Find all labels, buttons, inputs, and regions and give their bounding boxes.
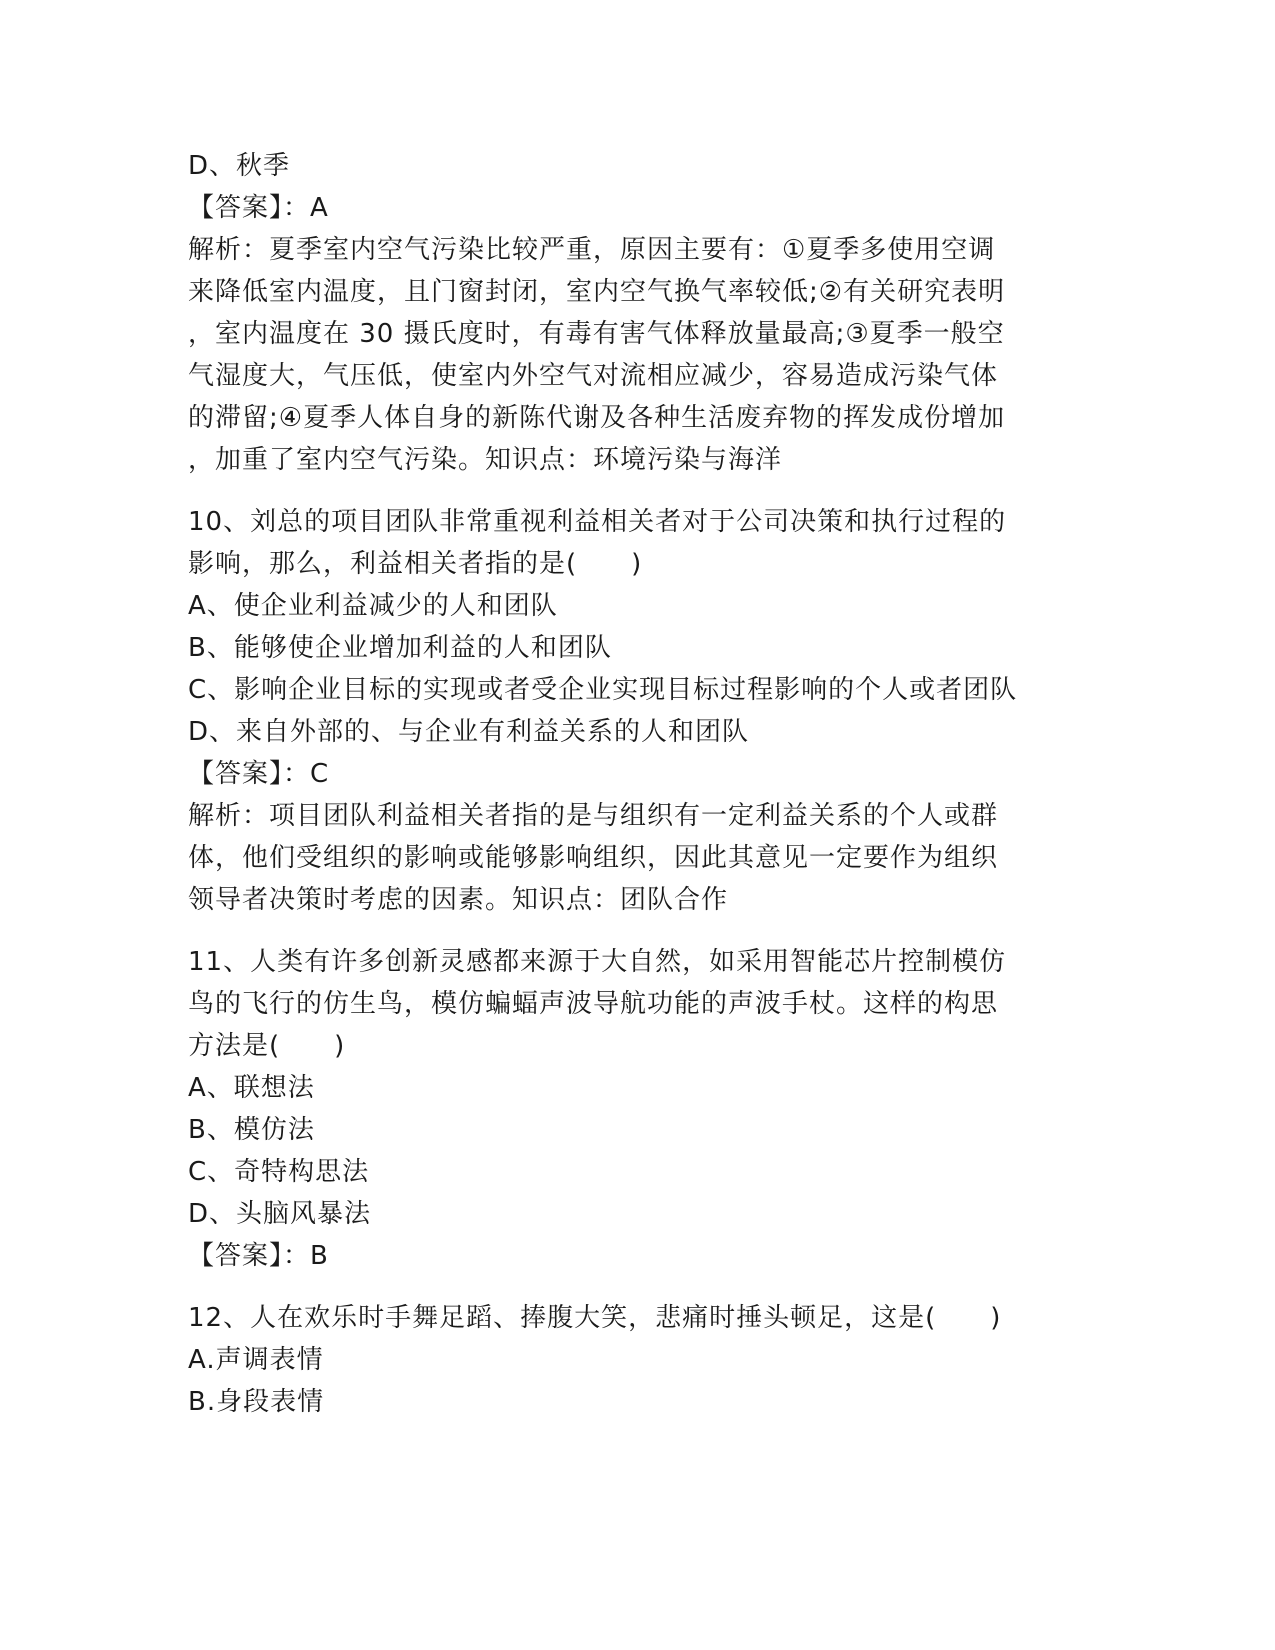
explanation-line: 气湿度大，气压低，使室内外空气对流相应减少，容易造成污染气体 bbox=[188, 361, 999, 391]
question-12 bbox=[188, 1297, 1088, 1423]
option-c: C、影响企业目标的实现或者受企业实现目标过程影响的个人或者团队 bbox=[188, 675, 1018, 705]
question-11 bbox=[188, 941, 1088, 1277]
option-b: B、能够使企业增加利益的人和团队 bbox=[188, 633, 612, 663]
question-text: 鸟的飞行的仿生鸟，模仿蝙蝠声波导航功能的声波手杖。这样的构思 bbox=[188, 989, 999, 1019]
option-c: C、奇特构思法 bbox=[188, 1157, 370, 1187]
option-d: D、秋季 bbox=[188, 151, 291, 181]
question-text: 12、人在欢乐时手舞足蹈、捧腹大笑，悲痛时捶头顿足，这是( ) bbox=[188, 1303, 1002, 1333]
option-d: D、来自外部的、与企业有利益关系的人和团队 bbox=[188, 717, 750, 747]
answer-line: 【答案】：A bbox=[188, 193, 329, 223]
option-b: B、模仿法 bbox=[188, 1115, 315, 1145]
question-text: 11、人类有许多创新灵感都来源于大自然，如采用智能芯片控制模仿 bbox=[188, 947, 1007, 977]
explanation-line: ，室内温度在 30 摄氏度时，有毒有害气体释放量最高;③夏季一般空 bbox=[188, 319, 1005, 349]
explanation-line: 解析：夏季室内空气污染比较严重，原因主要有：①夏季多使用空调 bbox=[188, 235, 996, 265]
explanation-line: 体，他们受组织的影响或能够影响组织，因此其意见一定要作为组织 bbox=[188, 843, 999, 873]
option-b: B.身段表情 bbox=[188, 1387, 325, 1417]
question-text: 10、刘总的项目团队非常重视利益相关者对于公司决策和执行过程的 bbox=[188, 507, 1007, 537]
option-a: A、使企业利益减少的人和团队 bbox=[188, 591, 558, 621]
question-text: 影响，那么，利益相关者指的是( ) bbox=[188, 549, 643, 579]
explanation-line: ，加重了室内空气污染。知识点：环境污染与海洋 bbox=[188, 445, 783, 475]
answer-line: 【答案】：C bbox=[188, 759, 330, 789]
explanation-line: 解析：项目团队利益相关者指的是与组织有一定利益关系的个人或群 bbox=[188, 801, 999, 831]
document-page bbox=[188, 145, 1088, 1423]
explanation-line: 领导者决策时考虑的因素。知识点：团队合作 bbox=[188, 885, 729, 915]
option-d: D、头脑风暴法 bbox=[188, 1199, 372, 1229]
explanation-line: 的滞留;④夏季人体自身的新陈代谢及各种生活废弃物的挥发成份增加 bbox=[188, 403, 1006, 433]
question-10 bbox=[188, 501, 1088, 921]
answer-line: 【答案】：B bbox=[188, 1241, 329, 1271]
question-9-tail bbox=[188, 145, 1088, 481]
explanation-line: 来降低室内温度，且门窗封闭，室内空气换气率较低;②有关研究表明 bbox=[188, 277, 1006, 307]
question-text: 方法是( ) bbox=[188, 1031, 346, 1061]
option-a: A.声调表情 bbox=[188, 1345, 324, 1375]
option-a: A、联想法 bbox=[188, 1073, 315, 1103]
